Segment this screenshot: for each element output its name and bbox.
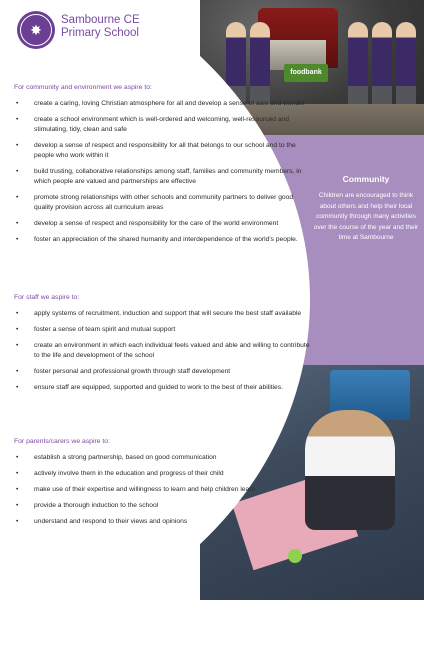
list-item: • develop a sense of respect and responsibility for the care of the world environment	[14, 219, 314, 229]
list-item: • make use of their expertise and willingness to learn and help children learn	[14, 485, 314, 495]
school-name	[61, 14, 140, 40]
pupil-figure	[305, 410, 395, 530]
green-ball	[288, 549, 302, 563]
list-item: • apply systems of recruitment, induction and support that will secure the best staff available	[14, 309, 314, 319]
list-item: • develop a sense of respect and responsibility for all that belongs to our school and to the people who work within it	[14, 141, 314, 161]
section-title-parents: For parents/carers we aspire to:	[14, 438, 110, 445]
list-item: • establish a strong partnership, based on good communication	[14, 453, 314, 463]
school-crest-icon: ✸	[20, 14, 52, 46]
school-name-line1: Sambourne CE	[61, 14, 140, 26]
community-text: Children are encouraged to think about others and help their local community through many activities over the course of the year and their time at Sambourne	[313, 192, 419, 241]
list-item: • actively involve them in the education and progress of their child	[14, 469, 314, 479]
list-item: • provide a thorough induction to the school	[14, 501, 314, 511]
list-item: • foster an appreciation of the shared humanity and interdependence of the world's people.	[14, 235, 314, 245]
list-item: • ensure staff are equipped, supported and guided to work to the best of their abilities.	[14, 383, 314, 393]
community-title: Community	[342, 174, 390, 184]
section-title-staff: For staff we aspire to:	[14, 294, 80, 301]
list-item: • create a school environment which is well-ordered and welcoming, well-resourced and stimulating, tidy, clean and safe	[14, 115, 314, 135]
list-item: • create a caring, loving Christian atmosphere for all and develop a sense of awe and wonder	[14, 99, 314, 109]
list-item: • promote strong relationships with other schools and community partners to deliver good quality provision across all curriculum areas	[14, 193, 314, 213]
school-logo	[17, 11, 55, 49]
school-name-line2: Primary School	[61, 27, 139, 39]
foodbank-sign: foodbank	[284, 64, 328, 82]
community-callout	[310, 174, 422, 244]
list-item: • understand and respond to their views and opinions	[14, 517, 314, 527]
list-item: • foster personal and professional growth through staff development	[14, 367, 314, 377]
parents-aims-list	[14, 453, 314, 533]
staff-aims-list	[14, 309, 314, 399]
list-item: • build trusting, collaborative relationships among staff, families and community members, in which people are valued and partnerships are effective	[14, 167, 314, 187]
section-title-community: For community and environment we aspire to:	[14, 84, 152, 91]
list-item: • create an environment in which each individual feels valued and able and willing to contribute to the life and development of the school	[14, 341, 314, 361]
list-item: • foster a sense of team spirit and mutual support	[14, 325, 314, 335]
community-aims-list	[14, 99, 314, 251]
